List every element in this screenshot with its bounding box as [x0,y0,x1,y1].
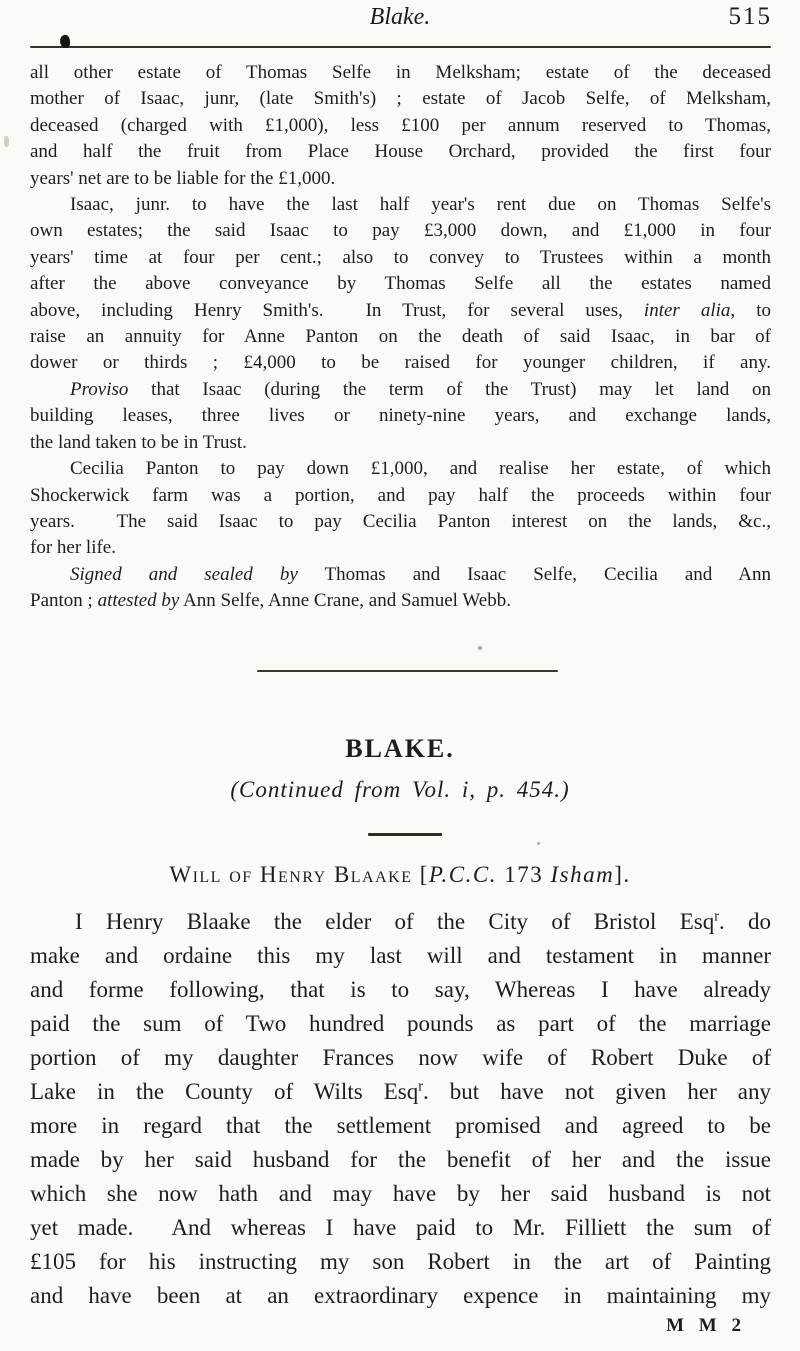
text-line [30,377,771,403]
text-line [30,939,771,973]
section-divider-rule [257,670,558,672]
text-segment: £105 for his instructing my son Robert in the art of Painting [30,1249,771,1274]
text-line [30,113,771,139]
text-segment: Cecilia Panton to pay down £1,000, and realise her estate, of which [70,458,771,480]
text-segment: . but have not given her any [422,1079,771,1104]
text-line [30,218,771,244]
text-segment: Ann Selfe, Anne Crane, and Samuel Webb. [179,590,511,612]
text-line [30,562,771,588]
text-segment: for her life. [30,537,116,559]
text-line [30,535,771,561]
text-line [30,905,771,939]
paragraph [30,377,771,456]
running-title: Blake. [369,4,431,30]
text-segment: I Henry Blaake the elder of the City of Bristol Esq [75,909,715,934]
text-line [30,430,771,456]
header-rule [30,46,771,48]
text-segment: years. The said Isaac to pay Cecilia Panton interest on the lands, &c., [30,510,771,532]
text-line [30,1279,771,1313]
text-segment: , to [730,299,771,321]
text-segment: years' time at four per cent.; also to convey to Trustees within a month [30,246,771,268]
text-line [30,1245,771,1279]
text-line [30,1211,771,1245]
text-segment: Thomas and Isaac Selfe, Cecilia and Ann [297,563,772,585]
text-segment: and forme following, that is to say, Whereas I have already [30,977,771,1002]
text-segment: . do [718,909,772,934]
will-heading [0,862,800,888]
text-segment: ]. [614,862,631,887]
paragraph [30,60,771,192]
text-segment: paid the sum of Two hundred pounds as part of the marriage [30,1011,771,1036]
text-line [30,1075,771,1109]
short-divider-rule [368,833,442,836]
text-segment: attested by [97,590,180,612]
text-segment: above, including Henry Smith's. In Trust, for several uses, [30,299,644,321]
text-line [30,139,771,165]
text-segment: Will of Henry Blaake [169,862,420,887]
text-segment: make and ordaine this my last will and testament in manner [30,943,771,968]
signature-mark: M M 2 [666,1315,742,1336]
text-line [30,509,771,535]
text-segment: years' net are to be liable for the £1,000. [30,167,336,189]
paragraph [30,905,771,1313]
text-segment: Shockerwick farm was a portion, and pay half the proceeds within four [30,484,771,506]
text-line [30,350,771,376]
text-segment: Panton ; [30,590,98,612]
text-segment: own estates; the said Isaac to pay £3,000 down, and £1,000 in four [30,220,771,242]
text-segment: Signed and sealed by [70,563,298,585]
page-number: 515 [728,3,772,30]
text-segment: Lake in the County of Wilts Esq [30,1079,419,1104]
text-line [30,324,771,350]
text-segment: mother of Isaac, junr, (late Smith's) ; estate of Jacob Selfe, of Melksham, [30,88,771,110]
text-line [30,60,771,86]
text-line [30,588,771,614]
text-segment: building leases, three lives or ninety-nine years, and exchange lands, [30,405,771,427]
text-line [30,1041,771,1075]
text-segment: Isham [550,862,615,887]
chapter-title: BLAKE. [345,734,455,763]
text-segment: [ [419,862,429,887]
text-line [30,1007,771,1041]
text-line [30,1143,771,1177]
scan-speck [4,136,9,147]
text-segment: r [418,1078,423,1095]
text-segment: dower or thirds ; £4,000 to be raised for younger children, if any. [30,352,771,374]
paragraph [30,562,771,615]
text-segment: P.C.C. [428,862,497,887]
text-segment: deceased (charged with £1,000), less £100 per annum reserved to Thomas, [30,114,771,136]
scan-speck [537,842,540,845]
text-segment: portion of my daughter Frances now wife of Robert Duke of [30,1045,771,1070]
will-text-section [30,905,771,1313]
text-line [30,298,771,324]
selfe-abstract-section [30,60,771,615]
text-segment: and have been at an extraordinary expence in maintaining my [30,1283,771,1308]
text-segment: and half the fruit from Place House Orchard, provided the first four [30,141,771,163]
text-segment: Proviso [70,378,129,400]
continued-note: (Continued from Vol. i, p. 454.) [230,777,570,802]
scan-speck [478,646,482,650]
text-segment: after the above conveyance by Thomas Selfe all the estates named [30,273,771,295]
paragraph [30,456,771,562]
text-line [30,271,771,297]
text-line [30,1177,771,1211]
text-segment: the land taken to be in Trust. [30,431,247,453]
text-line [30,166,771,192]
text-segment: Isaac, junr. to have the last half year's rent due on Thomas Selfe's [70,194,771,216]
text-segment: which she now hath and may have by her said husband is not [30,1181,771,1206]
text-line [30,456,771,482]
text-line [30,245,771,271]
text-line [30,1109,771,1143]
text-segment: raise an annuity for Anne Panton on the death of said Isaac, in bar of [30,326,771,348]
text-line [30,973,771,1007]
text-segment: inter alia [643,299,731,321]
text-segment: yet made. And whereas I have paid to Mr. Filliett the sum of [30,1215,771,1240]
text-segment: all other estate of Thomas Selfe in Melksham; estate of the deceased [30,62,771,83]
text-line [30,403,771,429]
text-segment: that Isaac (during the term of the Trust) may let land on [128,378,771,400]
text-segment: r [714,908,719,925]
text-segment: 173 [496,862,551,887]
text-segment: made by her said husband for the benefit of her and the issue [30,1147,771,1172]
text-segment: more in regard that the settlement promised and agreed to be [30,1113,771,1138]
text-line [30,86,771,112]
text-line [30,192,771,218]
ink-blob-ornament [59,34,71,48]
paragraph [30,192,771,377]
text-line [30,483,771,509]
